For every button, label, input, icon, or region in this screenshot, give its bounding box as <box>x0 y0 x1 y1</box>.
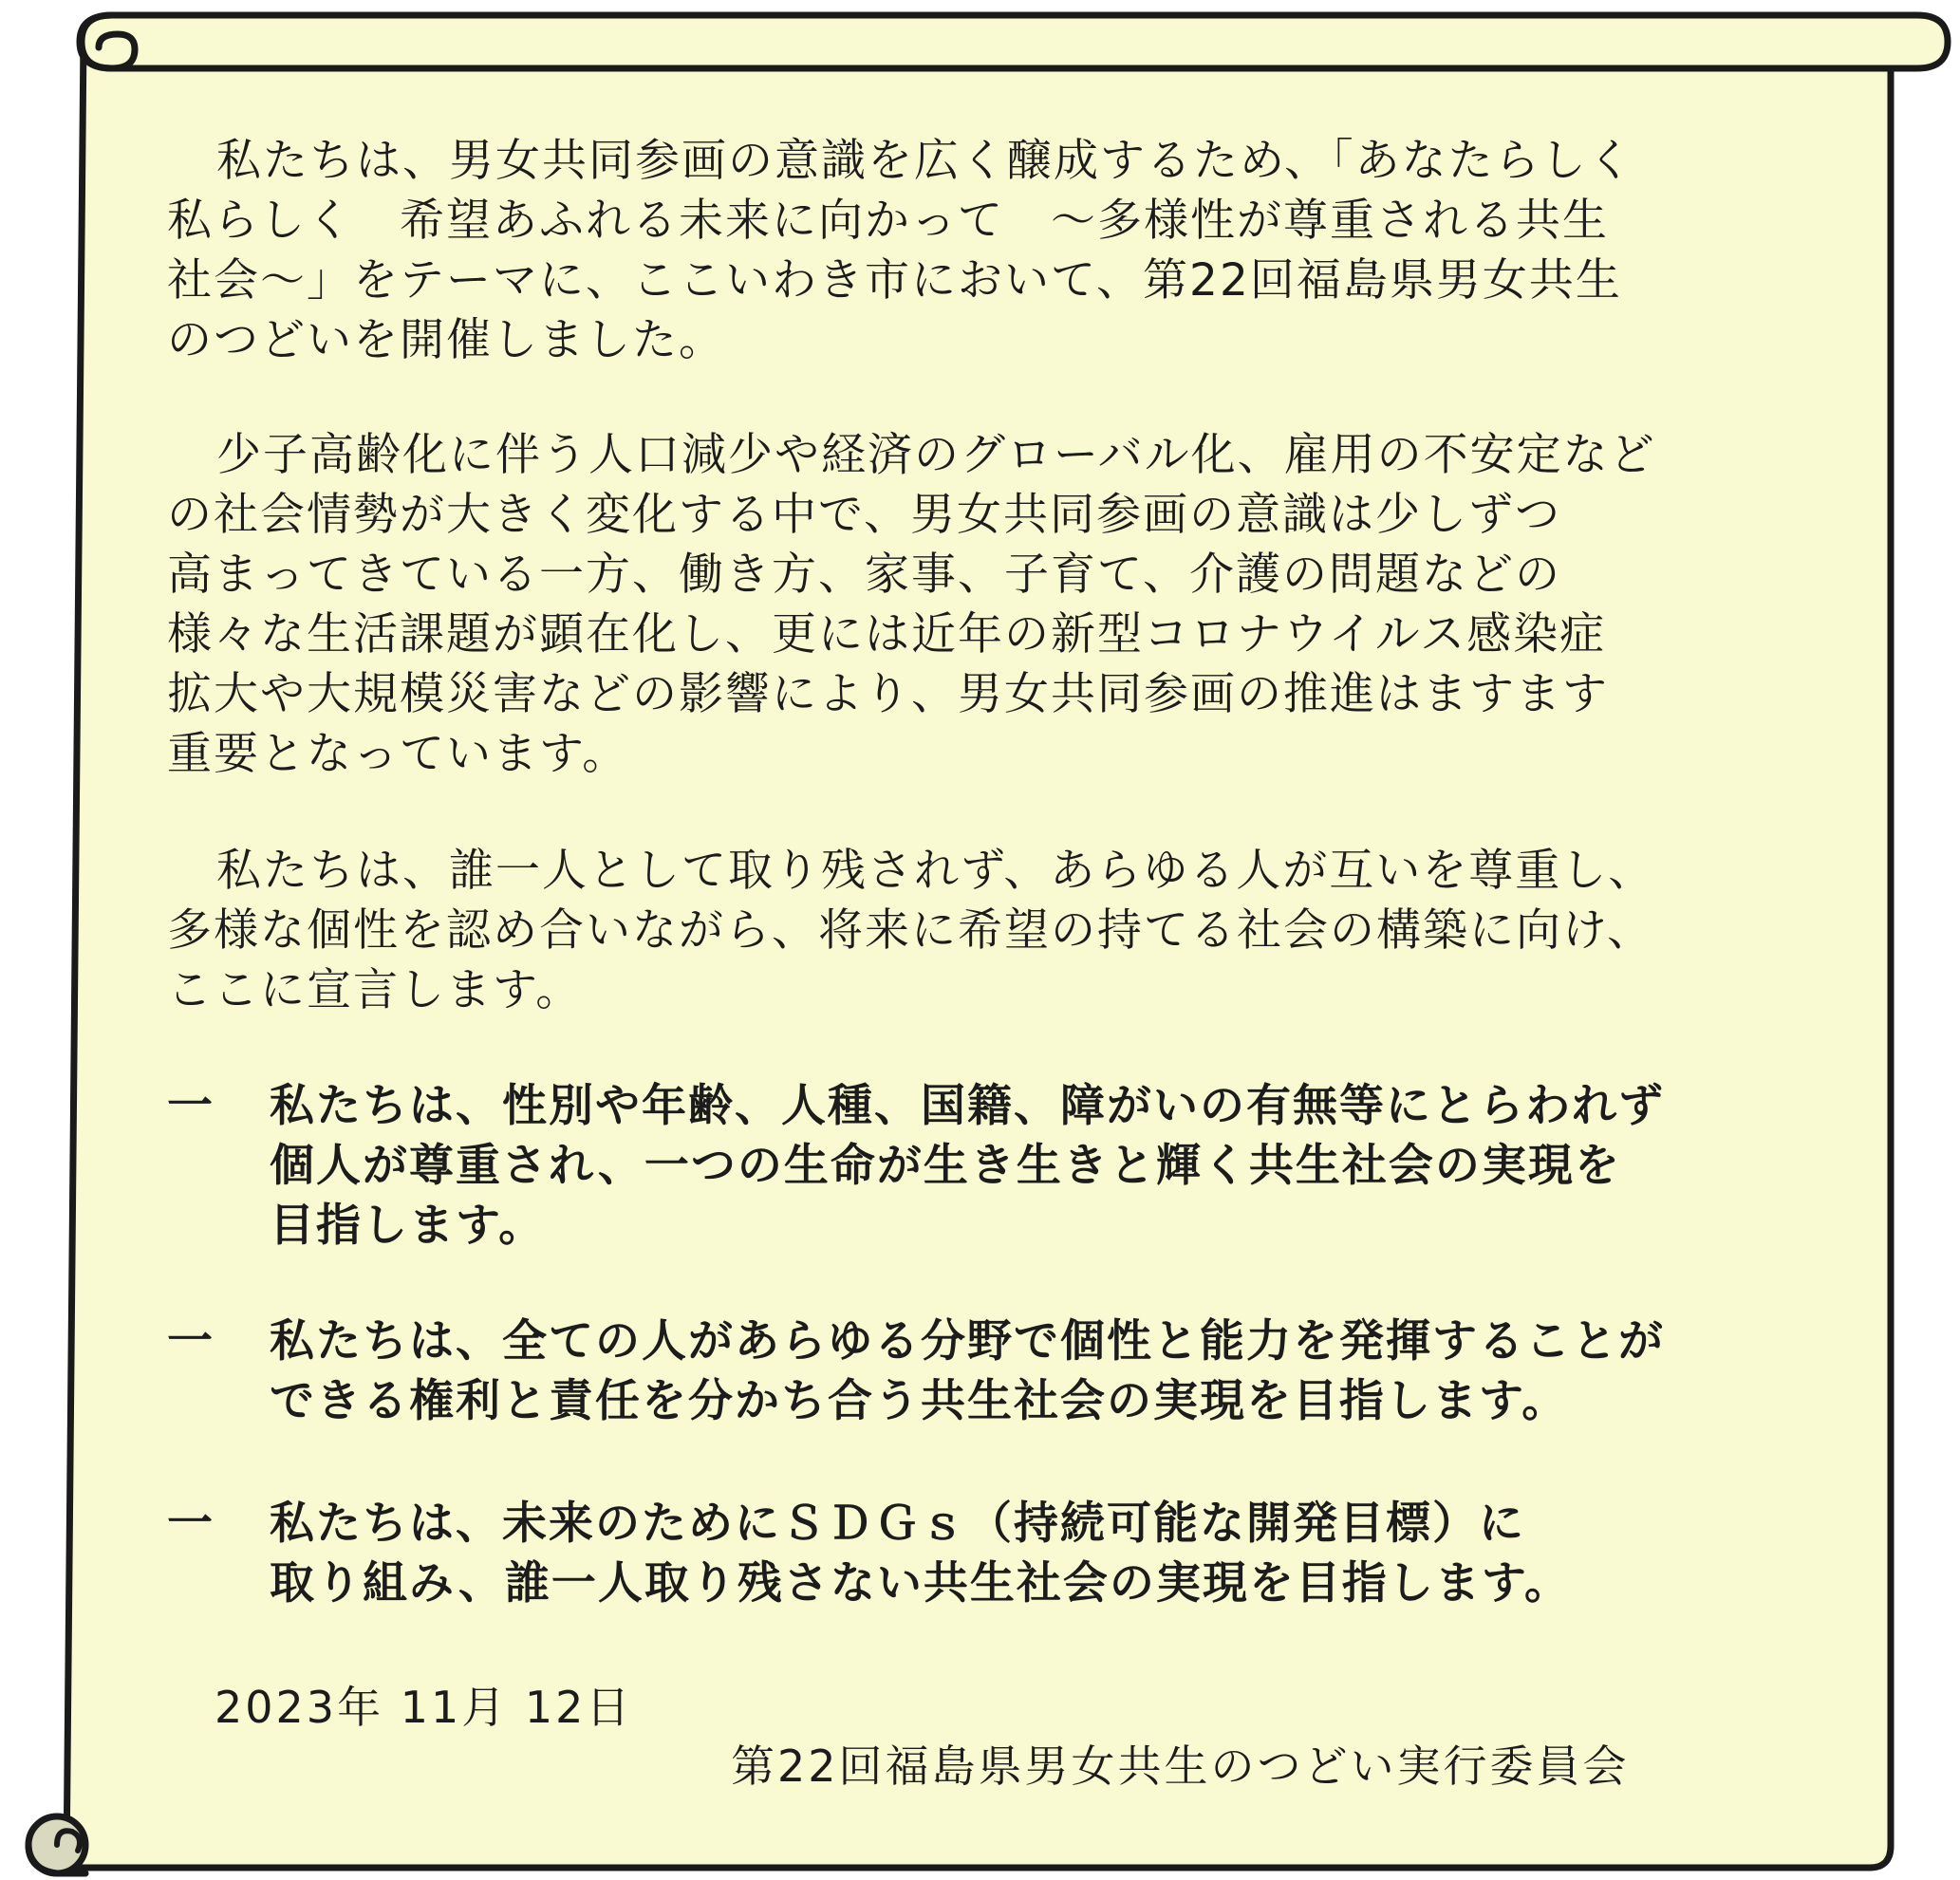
text-line: 多様な個性を認め合いながら、将来に希望の持てる社会の構築に向け、 <box>167 904 1654 957</box>
text-line: 取り組み、誰一人取り残さない共生社会の実現を目指します。 <box>270 1557 1572 1610</box>
text-line: 様々な生活課題が顕在化し、更には近年の新型コロナウイルス感染症 <box>167 608 1607 661</box>
text-line: 私たちは、誰一人として取り残されず、あらゆる人が互いを尊重し、 <box>216 845 1655 897</box>
text-line: 私たちは、全ての人があらゆる分野で個性と能力を発揮することが <box>270 1315 1665 1368</box>
text-line: 個人が尊重され、一つの生命が生き生きと輝く共生社会の実現を <box>270 1140 1621 1192</box>
declaration-mark: 一 <box>167 1497 214 1550</box>
text-line: 少子高齢化に伴う人口減少や経済のグローバル化、雇用の不安定など <box>216 429 1656 481</box>
issuer-signature: 第22回福島県男女共生のつどい実行委員会 <box>731 1740 1630 1792</box>
declaration-text <box>270 1494 1845 1613</box>
text-line: 私らしく 希望あふれる未来に向かって ～多様性が尊重される共生 <box>167 195 1609 247</box>
text-line: できる権利と責任を分かち合う共生社会の実現を目指します。 <box>270 1375 1569 1427</box>
text-line: 目指します。 <box>270 1200 546 1252</box>
text-line: の社会情勢が大きく変化する中で、男女共同参画の意識は少しずつ <box>167 489 1562 541</box>
text-line: 私たちは、未来のためにＳＤＧｓ（持続可能な開発目標）に <box>270 1498 1525 1550</box>
text-line: 重要となっています。 <box>167 728 629 780</box>
text-line: 私たちは、性別や年齢、人種、国籍、障がいの有無等にとらわれず <box>270 1080 1665 1132</box>
context-paragraph <box>167 425 1838 784</box>
text-line: 拡大や大規模災害などの影響により、男女共同参画の推進はますます <box>167 668 1609 720</box>
declaration-text <box>270 1312 1845 1431</box>
declaration-intro-paragraph <box>167 841 1838 1020</box>
text-line: 社会～」をテーマに、ここいわき市において、第22回福島県男女共生 <box>167 254 1622 307</box>
declaration-mark: 一 <box>167 1314 214 1368</box>
text-line: 私たちは、男女共同参画の意識を広く醸成するため、「あなたらしく <box>216 135 1634 187</box>
declaration-mark: 一 <box>167 1079 214 1132</box>
declaration-text <box>270 1076 1845 1256</box>
intro-paragraph <box>167 131 1838 370</box>
text-line: のつどいを開催しました。 <box>167 314 725 366</box>
document-date: 2023年 11月 12日 <box>215 1682 633 1733</box>
text-line: ここに宣言します。 <box>167 964 583 1016</box>
text-line: 高まってきている一方、働き方、家事、子育て、介護の問題などの <box>167 549 1562 601</box>
